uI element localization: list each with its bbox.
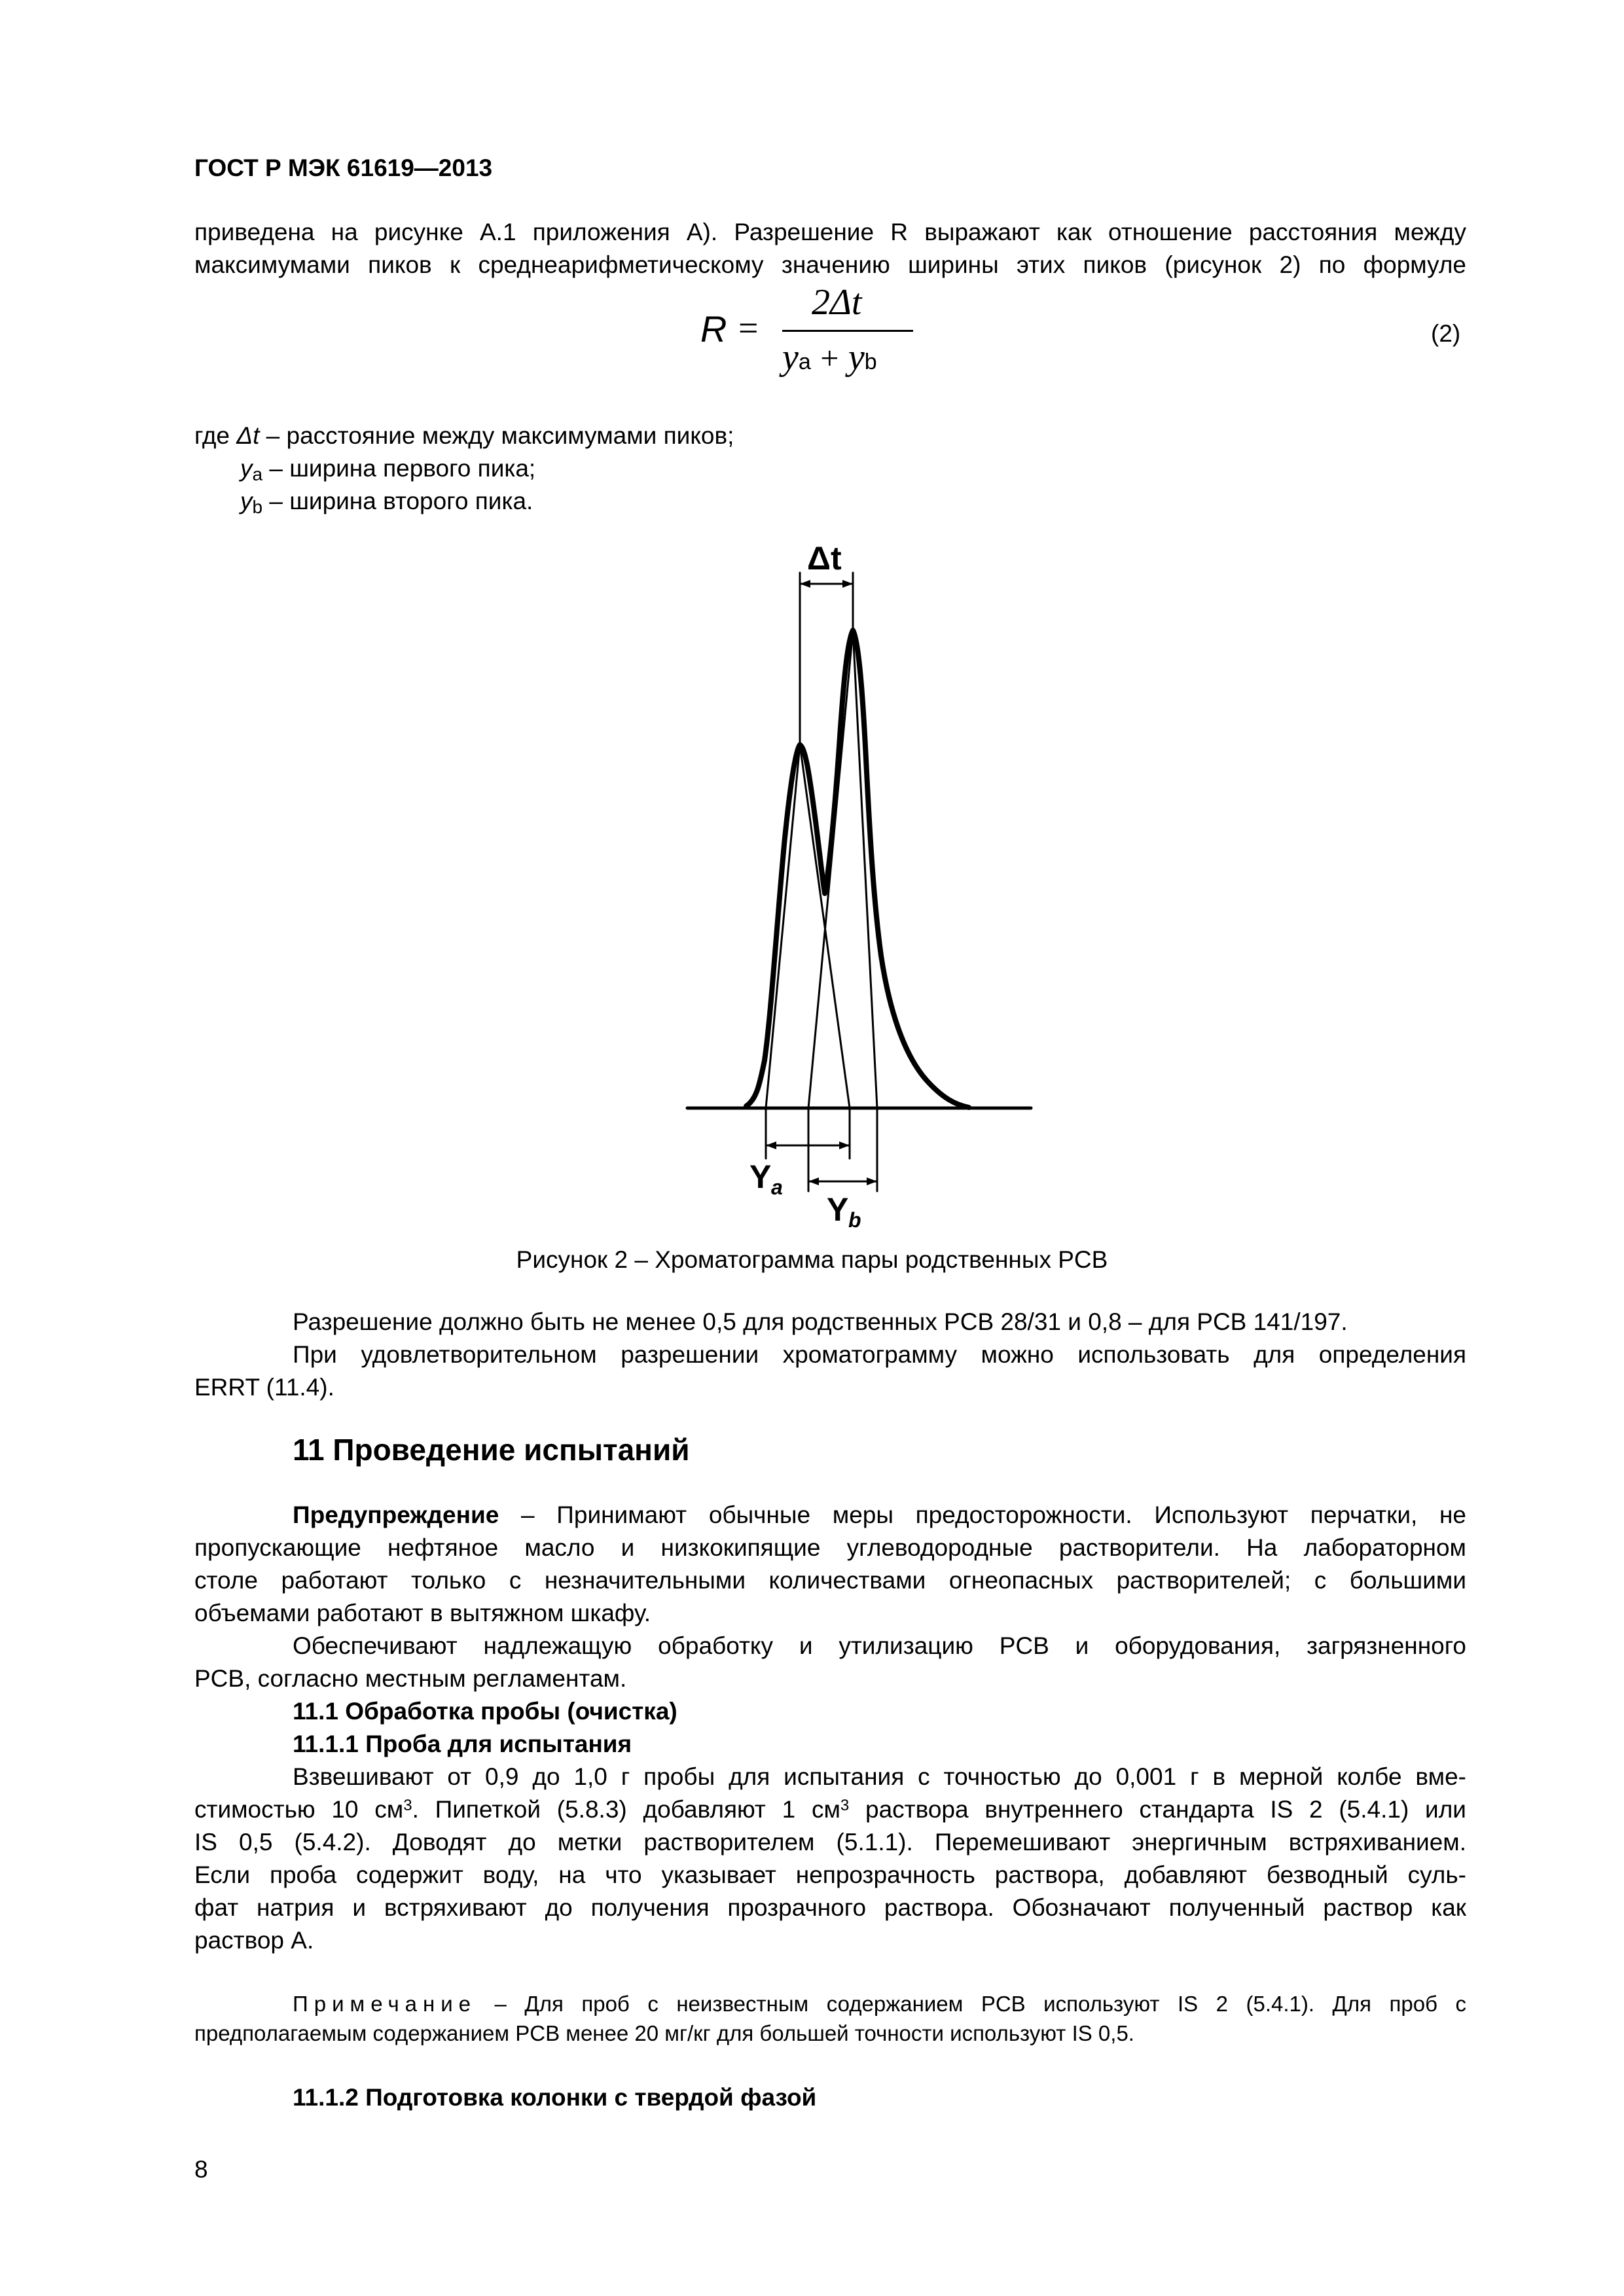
yb-label-sub: b [848, 1208, 861, 1232]
where-line-2: $y_a$ – ширина первого пика; [240, 455, 536, 484]
note-line-1: Примечание – Для проб с неизвестным содержанием PCB используют IS 2 (5.4.1). Для проб с [293, 1992, 1466, 2016]
document-header: ГОСТ Р МЭК 61619—2013 [194, 154, 493, 181]
ya-label: Y [749, 1158, 772, 1195]
intro-line-2: максимумами пиков к среднеарифметическому значению ширины этих пиков (рисунок 2) по формуле [194, 251, 1466, 278]
warning-line-2: пропускающие нефтяное масло и низкокипящие углеводородные растворители. На лабораторном [194, 1534, 1466, 1561]
yb-label: Y [827, 1191, 849, 1228]
peak-b-tangent-left [808, 630, 853, 1108]
para1-line-1: Разрешение должно быть не менее 0,5 для родственных PCB 28/31 и 0,8 – для PCB 141/197. [293, 1308, 1348, 1335]
para1-line-3: ERRT (11.4). [194, 1374, 334, 1401]
para3-line-4: Если проба содержит воду, на что указывает непрозрачность раствора, добавляют безводный суль- [194, 1861, 1466, 1888]
formula-equals: = [738, 308, 759, 348]
fraction-bar [782, 330, 913, 332]
delta-t-label: Δt [807, 540, 842, 577]
where-line-3: $y_b$ – ширина второго пика. [240, 488, 533, 517]
para3-line-6: раствор А. [194, 1927, 314, 1954]
para3-line-1: Взвешивают от 0,9 до 1,0 г пробы для испытания с точностью до 0,001 г в мерной колбе вме- [293, 1763, 1466, 1790]
section-11-title: 11 Проведение испытаний [293, 1433, 690, 1467]
warning-line-4: объемами работают в вытяжном шкафу. [194, 1600, 651, 1626]
para3-line-2: стимостью 10 $см^3$. Пипеткой (5.8.3) добавляют 1 $см^3$ раствора внутреннего стандарта IS 2 (5.4.1) или [194, 1796, 1466, 1823]
section-11-1-2-title: 11.1.2 Подготовка колонки с твердой фазой [293, 2084, 817, 2111]
formula-number: (2) [1431, 320, 1461, 347]
chromatogram-figure [668, 537, 1060, 1244]
peak-a-tangent-left [766, 745, 800, 1108]
where-line-1: где Δt – расстояние между максимумами пиков; [194, 422, 734, 449]
intro-line-1: приведена на рисунке А.1 приложения А). Разрешение R выражают как отношение расстояния между [194, 219, 1466, 245]
para3-line-3: IS 0,5 (5.4.2). Доводят до метки растворителем (5.1.1). Перемешивают энергичным встряхиванием. [194, 1829, 1466, 1856]
para2-line-2: PCB, согласно местным регламентам. [194, 1665, 627, 1692]
warning-line-1: Предупреждение – Принимают обычные меры предосторожности. Используют перчатки, не [293, 1501, 1466, 1528]
formula-denominator: ya + yb [782, 337, 877, 378]
warning-line-3: столе работают только с незначительными количествами огнеопасных растворителей; с большими [194, 1567, 1466, 1594]
para2-line-1: Обеспечивают надлежащую обработку и утилизацию PCB и оборудования, загрязненного [293, 1632, 1466, 1659]
note-line-2: предполагаемым содержанием PCB менее 20 мг/кг для большей точности используют IS 0,5. [194, 2021, 1134, 2045]
formula-numerator: 2Δt [812, 282, 862, 323]
para3-line-5: фат натрия и встряхивают до получения прозрачного раствора. Обозначают полученный раствор как [194, 1894, 1466, 1921]
section-11-1-title: 11.1 Обработка пробы (очистка) [293, 1698, 677, 1725]
formula-2 [700, 281, 916, 393]
para1-line-2: При удовлетворительном разрешении хроматограмму можно использовать для определения [293, 1341, 1466, 1368]
page-number: 8 [194, 2156, 208, 2183]
formula-lhs: R [700, 308, 727, 350]
figure-caption: Рисунок 2 – Хроматограмма пары родственных PCB [516, 1246, 1108, 1273]
section-11-1-1-title: 11.1.1 Проба для испытания [293, 1731, 632, 1757]
ya-label-sub: a [771, 1175, 783, 1199]
